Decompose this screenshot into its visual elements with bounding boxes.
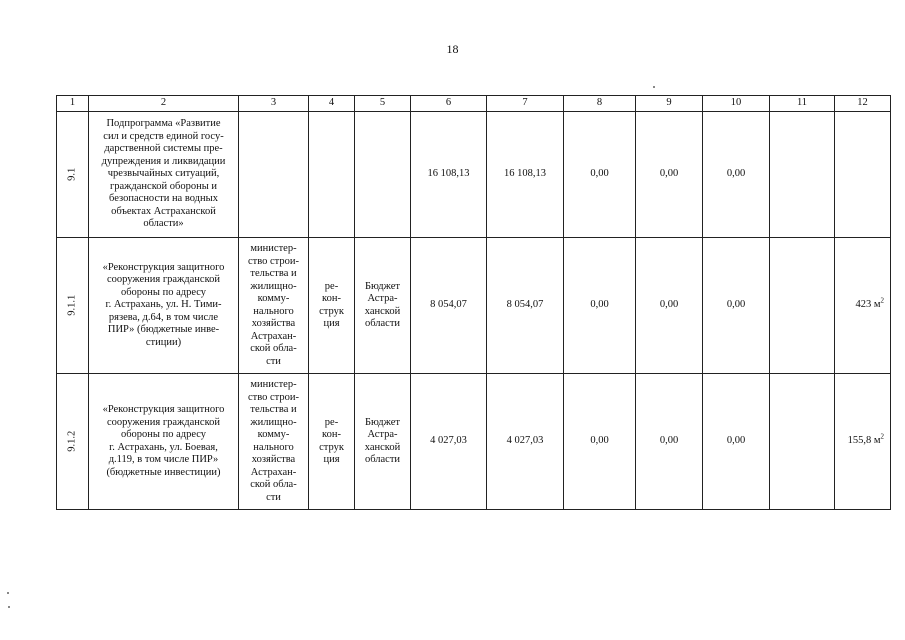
- row-col9: 0,00: [636, 374, 703, 510]
- header-cell: 2: [89, 96, 239, 112]
- header-cell: 8: [564, 96, 636, 112]
- row-name: «Реконструкция защитного сооружения гражданской обороны по адресу г. Астрахань, ул. Боевая, д.119, в том числе ПИР» (бюджетные инвестиции): [89, 374, 239, 510]
- row-name: «Реконструкция защитного сооружения гражданской обороны по адресу г. Астрахань, ул. Н. Тими- рязева, д.64, в том числе ПИР» (бюджетные инве- стиции): [89, 238, 239, 374]
- row-col8: 0,00: [564, 374, 636, 510]
- row-source: Бюджет Астра- ханской области: [355, 238, 411, 374]
- header-cell: 11: [770, 96, 835, 112]
- table-row: [57, 112, 891, 238]
- row-source: Бюджет Астра- ханской области: [355, 374, 411, 510]
- page-number: 18: [446, 42, 459, 56]
- row-type: [309, 112, 355, 238]
- row-col10: 0,00: [703, 374, 770, 510]
- row-executor: министер- ство строи- тельства и жилищно- комму- нального хозяйства Астрахан- ской обла- сти: [239, 238, 309, 374]
- row-col12: [835, 112, 891, 238]
- row-col11: [770, 238, 835, 374]
- row-col7: 16 108,13: [487, 112, 564, 238]
- header-cell: 9: [636, 96, 703, 112]
- row-col12-sup: 2: [880, 432, 884, 441]
- row-code-cell: [57, 238, 89, 374]
- row-col10: 0,00: [703, 238, 770, 374]
- scan-speck: [653, 86, 655, 88]
- row-col9: 0,00: [636, 112, 703, 238]
- row-type: ре- кон- струк ция: [309, 238, 355, 374]
- row-code: 9.1.2: [66, 431, 78, 452]
- table-row: [57, 238, 891, 374]
- header-cell: 6: [411, 96, 487, 112]
- row-col8: 0,00: [564, 112, 636, 238]
- scan-speck: [7, 592, 9, 594]
- row-col10: 0,00: [703, 112, 770, 238]
- row-col6: 8 054,07: [411, 238, 487, 374]
- row-col8: 0,00: [564, 238, 636, 374]
- row-name: Подпрограмма «Развитие сил и средств единой госу- дарственной системы пре- дупреждения и ликвидации чрезвычайных ситуаций, гражданской обороны и безопасности на водных объектах Астраханской области»: [89, 112, 239, 238]
- header-row: [57, 96, 891, 112]
- header-cell: 7: [487, 96, 564, 112]
- row-col6: 4 027,03: [411, 374, 487, 510]
- row-source: [355, 112, 411, 238]
- row-col11: [770, 374, 835, 510]
- table-row: [57, 374, 891, 510]
- row-col9: 0,00: [636, 238, 703, 374]
- scan-speck: [8, 606, 10, 608]
- row-col12: [835, 238, 891, 374]
- row-col12: [835, 374, 891, 510]
- row-executor: [239, 112, 309, 238]
- header-cell: 12: [835, 96, 891, 112]
- row-code-cell: [57, 374, 89, 510]
- row-code: 9.1: [66, 167, 78, 182]
- row-col12-value: 423 м: [855, 299, 881, 311]
- row-col11: [770, 112, 835, 238]
- program-table: [56, 95, 891, 510]
- row-col7: 4 027,03: [487, 374, 564, 510]
- header-cell: 10: [703, 96, 770, 112]
- row-col12-sup: 2: [880, 296, 884, 305]
- row-col6: 16 108,13: [411, 112, 487, 238]
- header-cell: 3: [239, 96, 309, 112]
- row-col7: 8 054,07: [487, 238, 564, 374]
- header-cell: 1: [57, 96, 89, 112]
- row-code-cell: [57, 112, 89, 238]
- row-executor: министер- ство строи- тельства и жилищно- комму- нального хозяйства Астрахан- ской обла- сти: [239, 374, 309, 510]
- row-type: ре- кон- струк ция: [309, 374, 355, 510]
- row-code: 9.1.1: [66, 295, 78, 316]
- row-col12-value: 155,8 м: [847, 435, 881, 447]
- header-cell: 5: [355, 96, 411, 112]
- header-cell: 4: [309, 96, 355, 112]
